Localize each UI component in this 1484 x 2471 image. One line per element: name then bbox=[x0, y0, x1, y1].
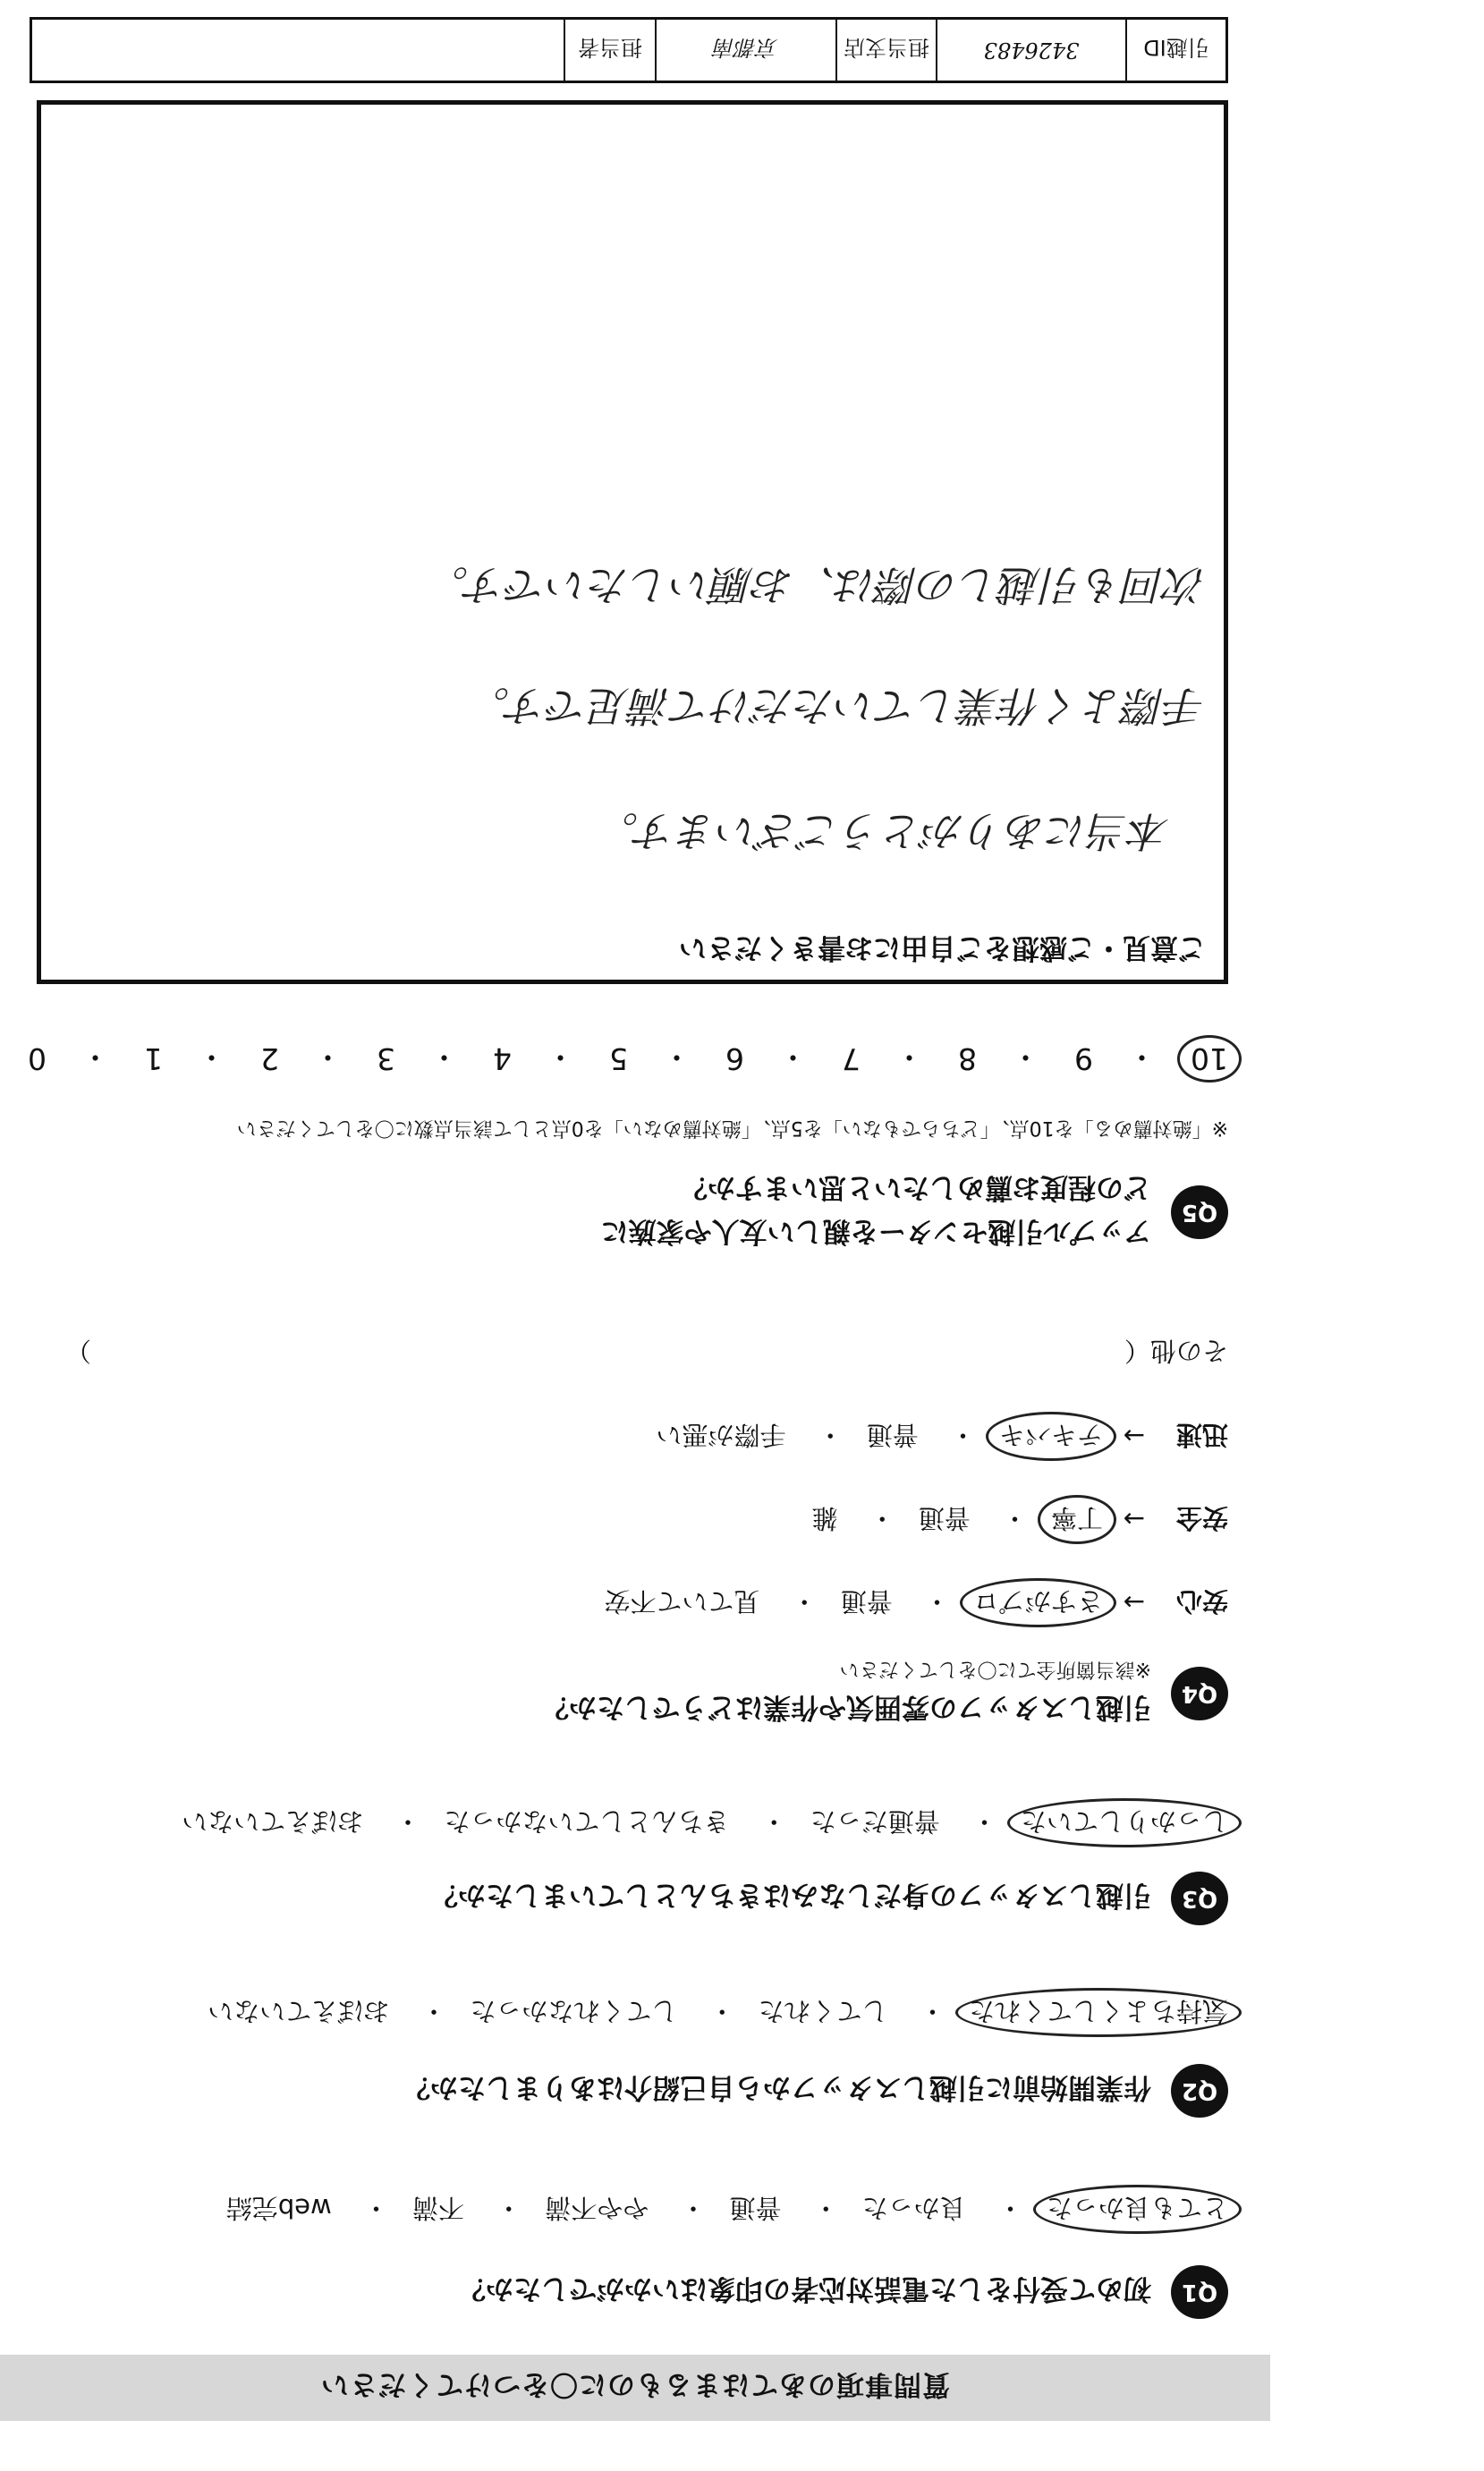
q2-option[interactable]: してくれなかった bbox=[470, 1996, 678, 2026]
q4-row-jinsoku: 迅速 → テキパキ・ 普通・ 手際が悪い bbox=[656, 1418, 1228, 1455]
q4-note: ※該当箇所全てに〇をしてください bbox=[839, 1658, 1151, 1680]
q1-options: とても良かった・ 良かった・ 普通・ やや不満・ 不満・ web完結 bbox=[226, 2191, 1228, 2228]
comment-line: 本当にありがとうございます。 bbox=[597, 807, 1170, 855]
q1-badge: Q1 bbox=[1171, 2265, 1228, 2319]
branch-value: 京都南 bbox=[655, 20, 835, 81]
q4-option-selected[interactable]: テキパキ bbox=[986, 1412, 1116, 1461]
score-option[interactable]: 0 bbox=[28, 1041, 47, 1076]
score-option[interactable]: 5 bbox=[609, 1041, 628, 1076]
staff-label: 担当者 bbox=[564, 20, 655, 81]
score-option[interactable]: 2 bbox=[260, 1041, 279, 1076]
q4-option[interactable]: 普通 bbox=[918, 1503, 971, 1533]
q2-option[interactable]: してくれた bbox=[758, 1996, 888, 2026]
comment-line: 次回も引越しの際は、お願いしたいです。 bbox=[427, 561, 1206, 609]
q4-other-row bbox=[65, 1334, 1228, 1371]
q5-question-line1: アップル引越センターを親しい友人や家族に bbox=[600, 1215, 1151, 1247]
q3-option[interactable]: きちんとしていなかった bbox=[444, 1806, 730, 1837]
q4-option-selected[interactable]: さすがプロ bbox=[960, 1578, 1116, 1627]
score-option[interactable]: 1 bbox=[144, 1041, 163, 1076]
q4-option[interactable]: 手際が悪い bbox=[656, 1420, 786, 1450]
q3-options: しっかりしていた・ 普通だった・ きちんとしていなかった・ おぼえていない bbox=[182, 1804, 1228, 1841]
comment-title: ご意見・ご感想をご自由にお書きください bbox=[679, 931, 1206, 964]
q2-badge: Q2 bbox=[1171, 2064, 1228, 2118]
q3-question-row bbox=[430, 1872, 1228, 1925]
q3-option[interactable]: おぼえていない bbox=[182, 1806, 364, 1837]
instruction-banner bbox=[0, 2355, 1270, 2421]
q3-option[interactable]: 普通だった bbox=[810, 1806, 940, 1837]
branch-label: 担当支店 bbox=[835, 20, 936, 81]
q4-option[interactable]: 雑 bbox=[811, 1503, 838, 1533]
instruction-text: 質問事項のあてはまるものに〇をつけてください bbox=[320, 2368, 950, 2401]
score-option[interactable]: 7 bbox=[842, 1041, 861, 1076]
score-option[interactable]: 4 bbox=[493, 1041, 512, 1076]
q4-question: 引越しスタッフの雰囲気や作業はどうでしたか？ bbox=[541, 1691, 1151, 1723]
q1-option[interactable]: 良かった bbox=[861, 2193, 966, 2223]
q5-question-line2: どの程度お薦めしたいと思いますか？ bbox=[680, 1171, 1151, 1203]
comment-line: 手際よく作業していただけて満足です。 bbox=[468, 682, 1206, 730]
q1-option-selected[interactable]: とても良かった bbox=[1033, 2185, 1242, 2234]
q5-score-scale: 10 ・ 9 ・ 8 ・ 7 ・ 6 ・ 5 ・ 4 ・ 3 ・ 2 ・ 1 ・ 0 bbox=[28, 1038, 1228, 1080]
id-label: 引越ID bbox=[1125, 20, 1225, 81]
q3-question: 引越しスタッフの身だしなみはきちんとしていましたか？ bbox=[430, 1879, 1151, 1912]
q4-option[interactable]: 見ていて不安 bbox=[604, 1586, 760, 1617]
q1-option[interactable]: web完結 bbox=[225, 2193, 332, 2223]
q3-badge: Q3 bbox=[1171, 1872, 1228, 1925]
q1-option[interactable]: やや不満 bbox=[545, 2193, 649, 2223]
q3-option-selected[interactable]: しっかりしていた bbox=[1007, 1798, 1242, 1847]
q5-badge: Q5 bbox=[1171, 1185, 1228, 1239]
q2-question: 作業開始前に引越しスタッフから自己紹介はありましたか？ bbox=[403, 2071, 1151, 2104]
id-value: 3426483 bbox=[936, 20, 1125, 81]
q4-option[interactable]: 普通 bbox=[866, 1420, 919, 1450]
q4-question-row bbox=[541, 1657, 1228, 1730]
q4-badge: Q4 bbox=[1171, 1667, 1228, 1720]
score-option[interactable]: 8 bbox=[958, 1041, 977, 1076]
id-table bbox=[30, 17, 1228, 83]
q1-option[interactable]: 不満 bbox=[411, 2193, 464, 2223]
q4-option-selected[interactable]: 丁寧 bbox=[1038, 1495, 1116, 1544]
q4-row-anzen: 安全 → 丁寧・ 普通・ 雑 bbox=[811, 1501, 1228, 1538]
q1-option[interactable]: 普通 bbox=[729, 2193, 782, 2223]
q4-other-label: その他（ bbox=[1124, 1336, 1228, 1366]
q2-question-row bbox=[403, 2064, 1228, 2118]
q4-row-label: 安心 bbox=[1175, 1586, 1228, 1617]
arrow-icon: → bbox=[1123, 1587, 1146, 1618]
score-option[interactable]: 6 bbox=[725, 1041, 744, 1076]
q1-question: 初めて受付をした電話対応者の印象はいかがでしたか？ bbox=[458, 2272, 1151, 2305]
q4-row-anshin: 安心 → さすがプロ・ 普通・ 見ていて不安 bbox=[604, 1584, 1228, 1621]
q2-option-selected[interactable]: 気持ちよくしてくれた bbox=[955, 1988, 1242, 2037]
q4-row-label: 安全 bbox=[1175, 1503, 1228, 1533]
staff-value[interactable] bbox=[32, 20, 564, 81]
q4-other-close: ） bbox=[65, 1336, 92, 1366]
q1-question-row bbox=[458, 2265, 1228, 2319]
q4-row-label: 迅速 bbox=[1175, 1420, 1228, 1450]
q5-question-row bbox=[601, 1170, 1228, 1254]
q2-options: 気持ちよくしてくれた・ してくれた・ してくれなかった・ おぼえていない bbox=[208, 1994, 1228, 2031]
arrow-icon: → bbox=[1123, 1504, 1146, 1535]
q5-note: ※「絶対薦める」を10点、「どちらでもない」を5点、「絶対薦めない」を0点として該当点数に〇をしてください bbox=[236, 1117, 1228, 1139]
comment-box[interactable] bbox=[37, 100, 1228, 984]
score-option-selected[interactable]: 10 bbox=[1177, 1035, 1242, 1083]
score-option[interactable]: 3 bbox=[377, 1041, 395, 1076]
q2-option[interactable]: おぼえていない bbox=[208, 1996, 390, 2026]
arrow-icon: → bbox=[1123, 1421, 1146, 1452]
score-option[interactable]: 9 bbox=[1074, 1041, 1093, 1076]
q4-option[interactable]: 普通 bbox=[840, 1586, 893, 1617]
